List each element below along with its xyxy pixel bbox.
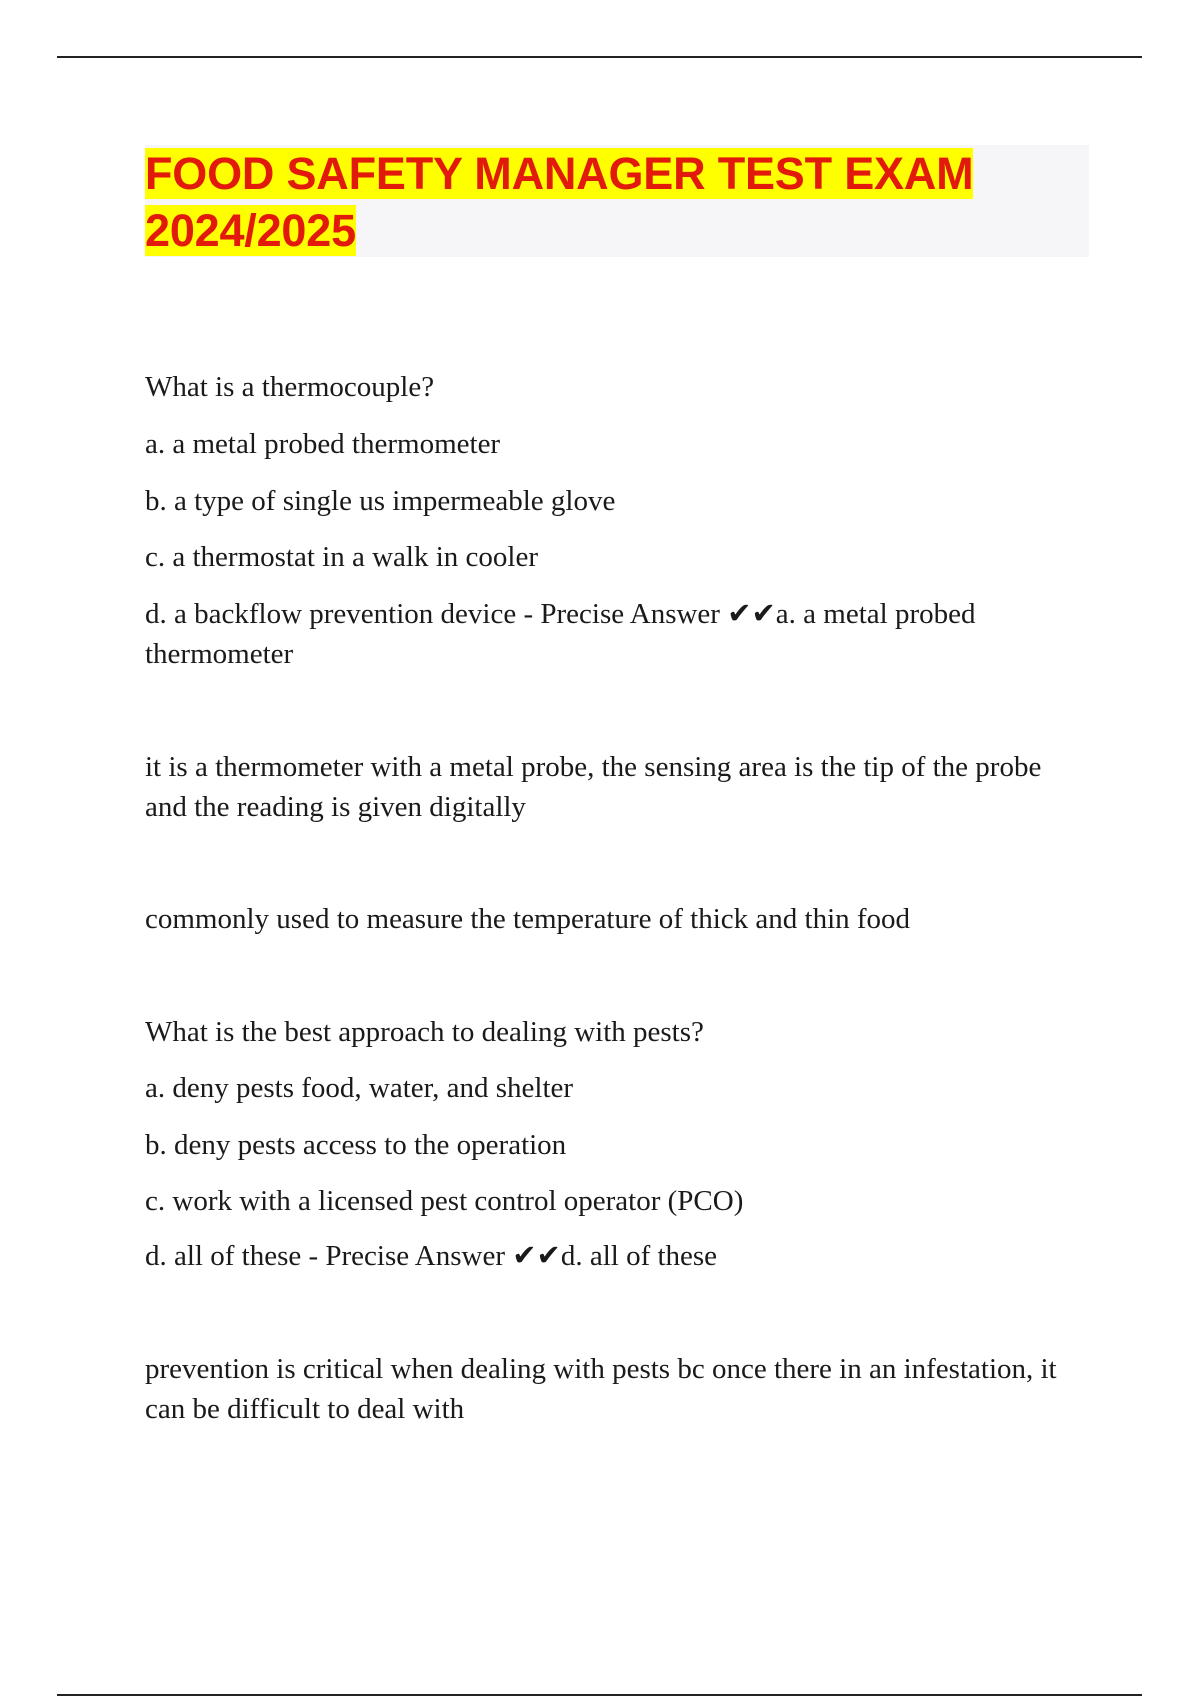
explanation-1: it is a thermometer with a metal probe, the sensing area is the tip of the probe and the reading is given digitally xyxy=(145,751,1042,823)
q2-option-c: c. work with a licensed pest control operator (PCO) xyxy=(145,1185,744,1217)
q1-option-c: c. a thermostat in a walk in cooler xyxy=(145,541,538,573)
q2-option-d-answer: d. all of these - Precise Answer ✔✔d. all of these xyxy=(145,1240,718,1272)
q2-option-a: a. deny pests food, water, and shelter xyxy=(145,1072,574,1104)
bottom-rule xyxy=(57,1694,1142,1696)
question-1: What is a thermocouple? xyxy=(145,371,435,403)
q1-option-d-answer: d. a backflow prevention device - Precise Answer ✔✔a. a metal probed thermometer xyxy=(145,598,976,670)
document-title xyxy=(145,145,1089,259)
top-rule xyxy=(57,56,1142,58)
title-line-1: FOOD SAFETY MANAGER TEST EXAM xyxy=(145,148,974,199)
q1-option-a: a. a metal probed thermometer xyxy=(145,428,501,460)
explanation-2: commonly used to measure the temperature of thick and thin food xyxy=(145,903,911,935)
q2-option-b: b. deny pests access to the operation xyxy=(145,1129,567,1161)
q1-option-b: b. a type of single us impermeable glove xyxy=(145,485,616,517)
title-line-2: 2024/2025 xyxy=(145,205,356,256)
question-2: What is the best approach to dealing with pests? xyxy=(145,1016,704,1048)
explanation-3: prevention is critical when dealing with pests bc once there in an infestation, it can be difficult to deal with xyxy=(145,1353,1057,1425)
title-block xyxy=(145,145,1089,257)
